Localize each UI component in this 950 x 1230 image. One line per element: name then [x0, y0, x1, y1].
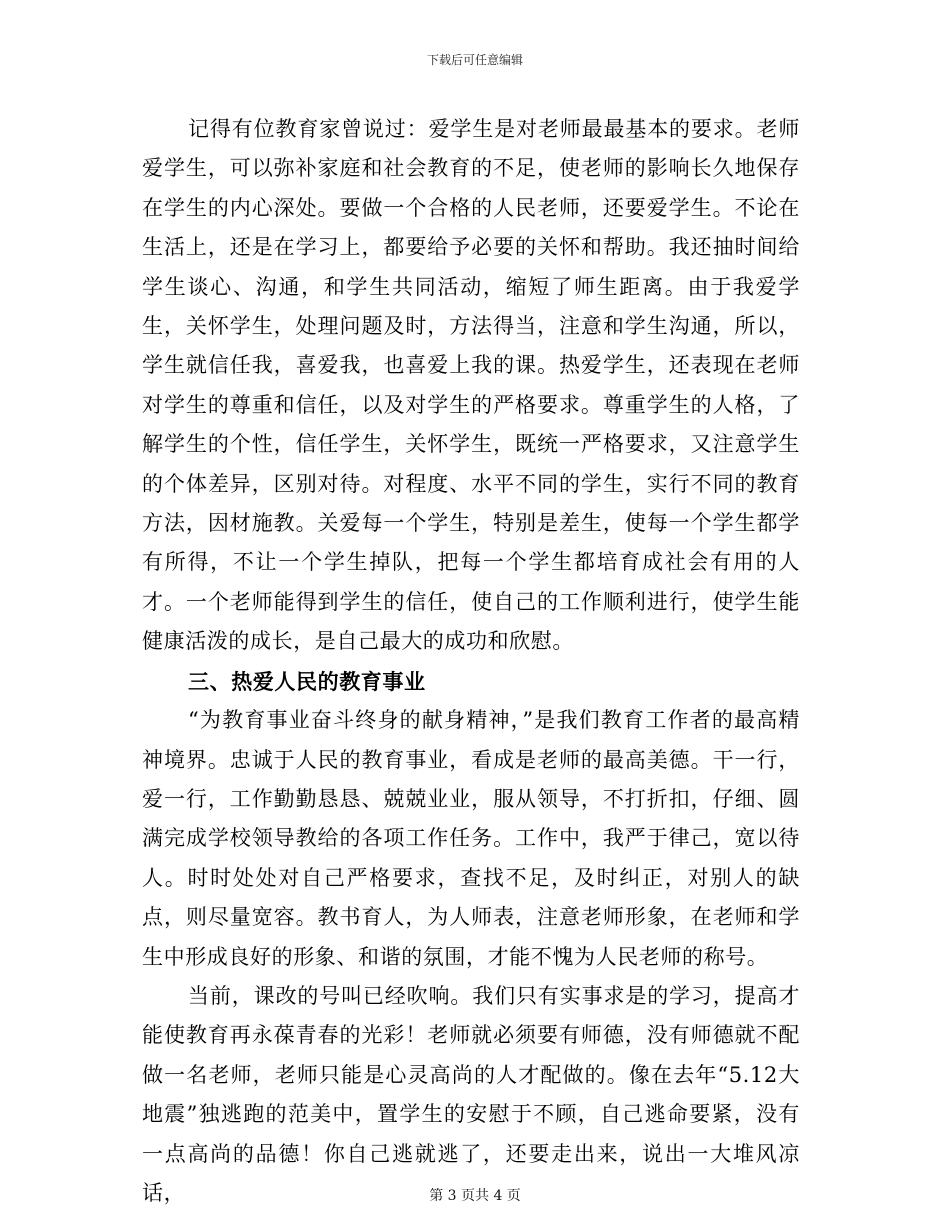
page-number-footer: 第 3 页共 4 页: [429, 1188, 521, 1204]
document-body: [142, 110, 800, 1213]
paragraph-love-students: 记得有位教育家曾说过：爱学生是对老师最最基本的要求。老师爱学生，可以弥补家庭和社会教育的不足，使老师的影响长久地保存在学生的内心深处。要做一个合格的人民老师，还要爱学生。不论在生活上，还是在学习上，都要给予必要的关怀和帮助。我还抽时间给学生谈心、沟通，和学生共同活动，缩短了师生距离。由于我爱学生，关怀学生，处理问题及时，方法得当，注意和学生沟通，所以，学生就信任我，喜爱我，也喜爱上我的课。热爱学生，还表现在老师对学生的尊重和信任，以及对学生的严格要求。尊重学生的人格，了解学生的个性，信任学生，关怀学生，既统一严格要求，又注意学生的个体差异，区别对待。对程度、水平不同的学生，实行不同的教育方法，因材施教。关爱每一个学生，特别是差生，使每一个学生都学有所得，不让一个学生掉队，把每一个学生都培育成社会有用的人才。一个老师能得到学生的信任，使自己的工作顺利进行，使学生能健康活泼的成长，是自己最大的成功和欣慰。: [142, 117, 800, 654]
section-heading-3: 三、热爱人民的教育事业: [188, 668, 426, 694]
page-header: 下载后可任意编辑: [426, 53, 523, 67]
paragraph-curriculum-reform: 当前，课改的号叫已经吹响。我们只有实事求是的学习，提高才能使教育再永葆青春的光彩！老师就必须要有师德，没有师德就不配做一名老师，老师只能是心灵高尚的人才配做的。像在去年“5.12大地震”独逃跑的范美中，置学生的安慰于不顾，自己逃命要紧，没有一点高尚的品德！你自己逃就逃了，还要走出来，说出一大堆风凉话，: [142, 983, 800, 1205]
paragraph-dedication: “为教育事业奋斗终身的献身精神，”是我们教育工作者的最高精神境界。忠诚于人民的教育事业，看成是老师的最高美德。干一行，爱一行，工作勤勤恳恳、兢兢业业，服从领导，不打折扣，仔细、圆满完成学校领导教给的各项工作任务。工作中，我严于律己，宽以待人。时时处处对自己严格要求，查找不足，及时纠正，对别人的缺点，则尽量宽容。教书育人，为人师表，注意老师形象，在老师和学生中形成良好的形象、和谐的氛围，才能不愧为人民老师的称号。: [142, 708, 800, 969]
